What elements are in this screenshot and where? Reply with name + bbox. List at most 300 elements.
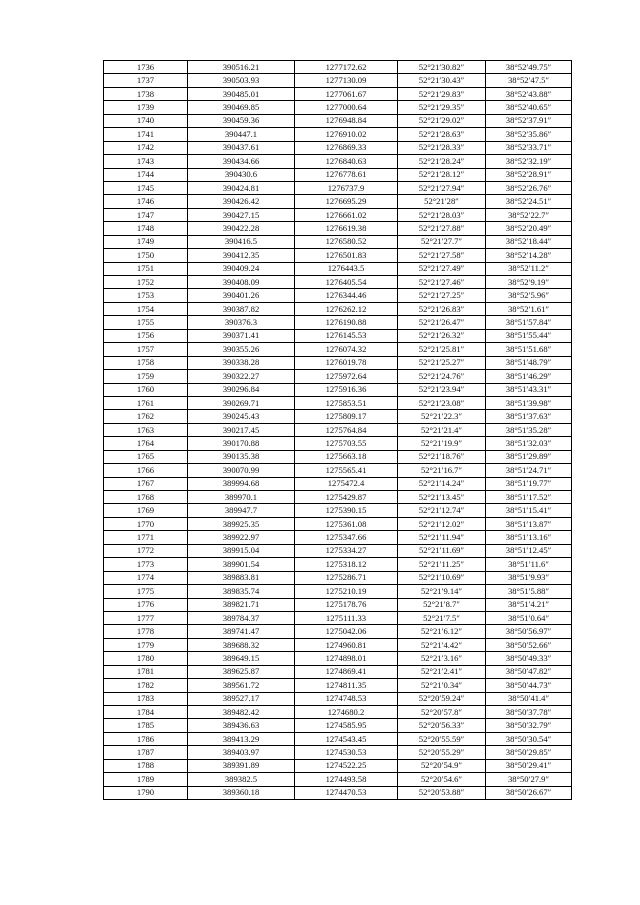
longitude-cell: 38°51′12.45″ xyxy=(486,544,572,557)
table-row xyxy=(104,423,572,436)
y-coordinate-cell: 1274869.41 xyxy=(295,665,398,678)
y-coordinate-cell: 1274493.58 xyxy=(295,773,398,786)
x-coordinate-cell: 390416.5 xyxy=(188,235,295,248)
latitude-cell: 52°21′27.46″ xyxy=(398,276,486,289)
table-row xyxy=(104,262,572,275)
table-row xyxy=(104,249,572,262)
table-row xyxy=(104,706,572,719)
latitude-cell: 52°21′26.83″ xyxy=(398,302,486,315)
x-coordinate-cell: 389561.72 xyxy=(188,679,295,692)
longitude-cell: 38°51′29.89″ xyxy=(486,450,572,463)
point-number-cell: 1753 xyxy=(104,289,188,302)
point-number-cell: 1779 xyxy=(104,638,188,651)
x-coordinate-cell: 389883.81 xyxy=(188,571,295,584)
longitude-cell: 38°51′15.41″ xyxy=(486,504,572,517)
y-coordinate-cell: 1275318.12 xyxy=(295,558,398,571)
point-number-cell: 1761 xyxy=(104,396,188,409)
latitude-cell: 52°21′27.49″ xyxy=(398,262,486,275)
point-number-cell: 1749 xyxy=(104,235,188,248)
point-number-cell: 1783 xyxy=(104,692,188,705)
latitude-cell: 52°21′12.02″ xyxy=(398,517,486,530)
point-number-cell: 1738 xyxy=(104,87,188,100)
longitude-cell: 38°51′24.71″ xyxy=(486,464,572,477)
x-coordinate-cell: 390408.09 xyxy=(188,276,295,289)
y-coordinate-cell: 1277061.67 xyxy=(295,87,398,100)
longitude-cell: 38°52′9.19″ xyxy=(486,276,572,289)
point-number-cell: 1744 xyxy=(104,168,188,181)
y-coordinate-cell: 1275390.15 xyxy=(295,504,398,517)
table-row xyxy=(104,464,572,477)
longitude-cell: 38°52′5.96″ xyxy=(486,289,572,302)
y-coordinate-cell: 1274543.45 xyxy=(295,732,398,745)
x-coordinate-cell: 389527.17 xyxy=(188,692,295,705)
y-coordinate-cell: 1274811.35 xyxy=(295,679,398,692)
coordinates-table xyxy=(103,60,572,800)
point-number-cell: 1755 xyxy=(104,316,188,329)
point-number-cell: 1769 xyxy=(104,504,188,517)
point-number-cell: 1768 xyxy=(104,491,188,504)
point-number-cell: 1752 xyxy=(104,276,188,289)
longitude-cell: 38°51′39.98″ xyxy=(486,396,572,409)
table-row xyxy=(104,611,572,624)
point-number-cell: 1775 xyxy=(104,585,188,598)
longitude-cell: 38°52′11.2″ xyxy=(486,262,572,275)
point-number-cell: 1736 xyxy=(104,61,188,74)
table-row xyxy=(104,625,572,638)
point-number-cell: 1764 xyxy=(104,437,188,450)
longitude-cell: 38°51′46.29″ xyxy=(486,370,572,383)
x-coordinate-cell: 389382.5 xyxy=(188,773,295,786)
table-row xyxy=(104,491,572,504)
table-row xyxy=(104,356,572,369)
x-coordinate-cell: 390338.28 xyxy=(188,356,295,369)
latitude-cell: 52°21′28.33″ xyxy=(398,141,486,154)
latitude-cell: 52°21′14.24″ xyxy=(398,477,486,490)
x-coordinate-cell: 390269.71 xyxy=(188,396,295,409)
table-row xyxy=(104,343,572,356)
table-row xyxy=(104,222,572,235)
latitude-cell: 52°21′23.08″ xyxy=(398,396,486,409)
table-row xyxy=(104,141,572,154)
point-number-cell: 1754 xyxy=(104,302,188,315)
y-coordinate-cell: 1275703.55 xyxy=(295,437,398,450)
latitude-cell: 52°21′27.94″ xyxy=(398,181,486,194)
point-number-cell: 1759 xyxy=(104,370,188,383)
latitude-cell: 52°21′4.42″ xyxy=(398,638,486,651)
y-coordinate-cell: 1275347.66 xyxy=(295,531,398,544)
x-coordinate-cell: 390355.26 xyxy=(188,343,295,356)
longitude-cell: 38°51′13.16″ xyxy=(486,531,572,544)
x-coordinate-cell: 389403.97 xyxy=(188,746,295,759)
y-coordinate-cell: 1276405.54 xyxy=(295,276,398,289)
table-row xyxy=(104,477,572,490)
latitude-cell: 52°21′24.76″ xyxy=(398,370,486,383)
y-coordinate-cell: 1276019.78 xyxy=(295,356,398,369)
latitude-cell: 52°21′23.94″ xyxy=(398,383,486,396)
longitude-cell: 38°52′35.86″ xyxy=(486,128,572,141)
longitude-cell: 38°52′24.51″ xyxy=(486,195,572,208)
point-number-cell: 1774 xyxy=(104,571,188,584)
point-number-cell: 1751 xyxy=(104,262,188,275)
point-number-cell: 1781 xyxy=(104,665,188,678)
latitude-cell: 52°21′9.14″ xyxy=(398,585,486,598)
x-coordinate-cell: 389901.54 xyxy=(188,558,295,571)
point-number-cell: 1786 xyxy=(104,732,188,745)
latitude-cell: 52°21′29.02″ xyxy=(398,114,486,127)
y-coordinate-cell: 1276145.53 xyxy=(295,329,398,342)
table-row xyxy=(104,679,572,692)
y-coordinate-cell: 1276619.38 xyxy=(295,222,398,235)
x-coordinate-cell: 390412.35 xyxy=(188,249,295,262)
latitude-cell: 52°21′28.24″ xyxy=(398,155,486,168)
x-coordinate-cell: 390371.41 xyxy=(188,329,295,342)
table-row xyxy=(104,692,572,705)
table-row xyxy=(104,665,572,678)
table-row xyxy=(104,181,572,194)
x-coordinate-cell: 390409.24 xyxy=(188,262,295,275)
x-coordinate-cell: 390322.27 xyxy=(188,370,295,383)
table-row xyxy=(104,383,572,396)
longitude-cell: 38°51′9.93″ xyxy=(486,571,572,584)
y-coordinate-cell: 1276695.29 xyxy=(295,195,398,208)
x-coordinate-cell: 390459.36 xyxy=(188,114,295,127)
latitude-cell: 52°21′18.76″ xyxy=(398,450,486,463)
longitude-cell: 38°52′20.49″ xyxy=(486,222,572,235)
table-row xyxy=(104,598,572,611)
x-coordinate-cell: 389688.32 xyxy=(188,638,295,651)
x-coordinate-cell: 390447.1 xyxy=(188,128,295,141)
y-coordinate-cell: 1277000.64 xyxy=(295,101,398,114)
longitude-cell: 38°51′19.77″ xyxy=(486,477,572,490)
x-coordinate-cell: 389625.87 xyxy=(188,665,295,678)
x-coordinate-cell: 390426.42 xyxy=(188,195,295,208)
point-number-cell: 1766 xyxy=(104,464,188,477)
longitude-cell: 38°51′0.64″ xyxy=(486,611,572,624)
y-coordinate-cell: 1274585.95 xyxy=(295,719,398,732)
y-coordinate-cell: 1275764.84 xyxy=(295,423,398,436)
table-row xyxy=(104,128,572,141)
table-row xyxy=(104,208,572,221)
point-number-cell: 1740 xyxy=(104,114,188,127)
x-coordinate-cell: 389436.63 xyxy=(188,719,295,732)
x-coordinate-cell: 390135.38 xyxy=(188,450,295,463)
point-number-cell: 1772 xyxy=(104,544,188,557)
x-coordinate-cell: 390469.85 xyxy=(188,101,295,114)
latitude-cell: 52°20′59.24″ xyxy=(398,692,486,705)
point-number-cell: 1750 xyxy=(104,249,188,262)
longitude-cell: 38°50′41.4″ xyxy=(486,692,572,705)
y-coordinate-cell: 1277172.62 xyxy=(295,61,398,74)
longitude-cell: 38°50′26.67″ xyxy=(486,786,572,799)
x-coordinate-cell: 389360.18 xyxy=(188,786,295,799)
point-number-cell: 1741 xyxy=(104,128,188,141)
table-row xyxy=(104,786,572,799)
x-coordinate-cell: 390430.6 xyxy=(188,168,295,181)
latitude-cell: 52°21′12.74″ xyxy=(398,504,486,517)
point-number-cell: 1782 xyxy=(104,679,188,692)
longitude-cell: 38°51′32.03″ xyxy=(486,437,572,450)
point-number-cell: 1770 xyxy=(104,517,188,530)
latitude-cell: 52°21′27.7″ xyxy=(398,235,486,248)
table-row xyxy=(104,544,572,557)
longitude-cell: 38°51′5.88″ xyxy=(486,585,572,598)
point-number-cell: 1765 xyxy=(104,450,188,463)
longitude-cell: 38°52′14.28″ xyxy=(486,249,572,262)
y-coordinate-cell: 1276910.02 xyxy=(295,128,398,141)
y-coordinate-cell: 1275916.36 xyxy=(295,383,398,396)
table-row xyxy=(104,302,572,315)
longitude-cell: 38°50′49.33″ xyxy=(486,652,572,665)
table-row xyxy=(104,396,572,409)
table-row xyxy=(104,531,572,544)
y-coordinate-cell: 1274530.53 xyxy=(295,746,398,759)
x-coordinate-cell: 390485.01 xyxy=(188,87,295,100)
longitude-cell: 38°51′55.44″ xyxy=(486,329,572,342)
x-coordinate-cell: 390387.82 xyxy=(188,302,295,315)
table-row xyxy=(104,289,572,302)
longitude-cell: 38°50′30.54″ xyxy=(486,732,572,745)
longitude-cell: 38°50′32.79″ xyxy=(486,719,572,732)
table-row xyxy=(104,114,572,127)
y-coordinate-cell: 1274898.01 xyxy=(295,652,398,665)
point-number-cell: 1771 xyxy=(104,531,188,544)
longitude-cell: 38°52′47.5″ xyxy=(486,74,572,87)
x-coordinate-cell: 389922.97 xyxy=(188,531,295,544)
x-coordinate-cell: 390516.21 xyxy=(188,61,295,74)
table-row xyxy=(104,746,572,759)
x-coordinate-cell: 390376.3 xyxy=(188,316,295,329)
x-coordinate-cell: 390401.26 xyxy=(188,289,295,302)
x-coordinate-cell: 389784.37 xyxy=(188,611,295,624)
point-number-cell: 1737 xyxy=(104,74,188,87)
latitude-cell: 52°21′19.9″ xyxy=(398,437,486,450)
table-row xyxy=(104,276,572,289)
y-coordinate-cell: 1276737.9 xyxy=(295,181,398,194)
table-row xyxy=(104,235,572,248)
y-coordinate-cell: 1274680.2 xyxy=(295,706,398,719)
latitude-cell: 52°21′11.94″ xyxy=(398,531,486,544)
y-coordinate-cell: 1274748.53 xyxy=(295,692,398,705)
x-coordinate-cell: 390245.43 xyxy=(188,410,295,423)
table-row xyxy=(104,585,572,598)
x-coordinate-cell: 390296.84 xyxy=(188,383,295,396)
latitude-cell: 52°20′54.6″ xyxy=(398,773,486,786)
y-coordinate-cell: 1276501.83 xyxy=(295,249,398,262)
x-coordinate-cell: 390427.15 xyxy=(188,208,295,221)
longitude-cell: 38°50′37.78″ xyxy=(486,706,572,719)
point-number-cell: 1745 xyxy=(104,181,188,194)
table-row xyxy=(104,316,572,329)
y-coordinate-cell: 1275853.51 xyxy=(295,396,398,409)
y-coordinate-cell: 1275111.33 xyxy=(295,611,398,624)
coordinates-table-body xyxy=(104,61,572,800)
point-number-cell: 1760 xyxy=(104,383,188,396)
latitude-cell: 52°21′0.34″ xyxy=(398,679,486,692)
point-number-cell: 1747 xyxy=(104,208,188,221)
x-coordinate-cell: 390437.61 xyxy=(188,141,295,154)
longitude-cell: 38°52′18.44″ xyxy=(486,235,572,248)
table-row xyxy=(104,719,572,732)
longitude-cell: 38°52′43.88″ xyxy=(486,87,572,100)
latitude-cell: 52°21′30.43″ xyxy=(398,74,486,87)
y-coordinate-cell: 1275663.18 xyxy=(295,450,398,463)
longitude-cell: 38°52′33.71″ xyxy=(486,141,572,154)
longitude-cell: 38°51′51.68″ xyxy=(486,343,572,356)
point-number-cell: 1789 xyxy=(104,773,188,786)
longitude-cell: 38°52′22.7″ xyxy=(486,208,572,221)
longitude-cell: 38°52′40.65″ xyxy=(486,101,572,114)
latitude-cell: 52°21′13.45″ xyxy=(398,491,486,504)
latitude-cell: 52°21′10.69″ xyxy=(398,571,486,584)
y-coordinate-cell: 1275361.08 xyxy=(295,517,398,530)
longitude-cell: 38°50′44.73″ xyxy=(486,679,572,692)
x-coordinate-cell: 390422.28 xyxy=(188,222,295,235)
point-number-cell: 1776 xyxy=(104,598,188,611)
longitude-cell: 38°50′52.66″ xyxy=(486,638,572,651)
point-number-cell: 1743 xyxy=(104,155,188,168)
table-row xyxy=(104,652,572,665)
x-coordinate-cell: 389649.15 xyxy=(188,652,295,665)
latitude-cell: 52°21′27.88″ xyxy=(398,222,486,235)
longitude-cell: 38°52′26.76″ xyxy=(486,181,572,194)
y-coordinate-cell: 1276778.61 xyxy=(295,168,398,181)
latitude-cell: 52°21′6.12″ xyxy=(398,625,486,638)
point-number-cell: 1788 xyxy=(104,759,188,772)
point-number-cell: 1773 xyxy=(104,558,188,571)
y-coordinate-cell: 1276661.02 xyxy=(295,208,398,221)
x-coordinate-cell: 390170.88 xyxy=(188,437,295,450)
x-coordinate-cell: 390217.45 xyxy=(188,423,295,436)
table-row xyxy=(104,437,572,450)
point-number-cell: 1756 xyxy=(104,329,188,342)
x-coordinate-cell: 389835.74 xyxy=(188,585,295,598)
longitude-cell: 38°50′56.97″ xyxy=(486,625,572,638)
x-coordinate-cell: 389391.89 xyxy=(188,759,295,772)
table-row xyxy=(104,168,572,181)
latitude-cell: 52°21′28″ xyxy=(398,195,486,208)
latitude-cell: 52°21′27.25″ xyxy=(398,289,486,302)
longitude-cell: 38°51′43.31″ xyxy=(486,383,572,396)
latitude-cell: 52°20′57.8″ xyxy=(398,706,486,719)
latitude-cell: 52°21′25.81″ xyxy=(398,343,486,356)
y-coordinate-cell: 1274470.53 xyxy=(295,786,398,799)
longitude-cell: 38°50′29.41″ xyxy=(486,759,572,772)
table-row xyxy=(104,370,572,383)
latitude-cell: 52°21′22.3″ xyxy=(398,410,486,423)
point-number-cell: 1767 xyxy=(104,477,188,490)
latitude-cell: 52°21′29.35″ xyxy=(398,101,486,114)
y-coordinate-cell: 1275429.87 xyxy=(295,491,398,504)
x-coordinate-cell: 389915.04 xyxy=(188,544,295,557)
latitude-cell: 52°21′8.7″ xyxy=(398,598,486,611)
table-row xyxy=(104,410,572,423)
y-coordinate-cell: 1275472.4 xyxy=(295,477,398,490)
longitude-cell: 38°52′1.61″ xyxy=(486,302,572,315)
longitude-cell: 38°52′28.91″ xyxy=(486,168,572,181)
point-number-cell: 1790 xyxy=(104,786,188,799)
longitude-cell: 38°51′17.52″ xyxy=(486,491,572,504)
point-number-cell: 1757 xyxy=(104,343,188,356)
point-number-cell: 1763 xyxy=(104,423,188,436)
point-number-cell: 1784 xyxy=(104,706,188,719)
point-number-cell: 1746 xyxy=(104,195,188,208)
y-coordinate-cell: 1275178.76 xyxy=(295,598,398,611)
y-coordinate-cell: 1275972.64 xyxy=(295,370,398,383)
latitude-cell: 52°21′26.32″ xyxy=(398,329,486,342)
latitude-cell: 52°21′2.41″ xyxy=(398,665,486,678)
latitude-cell: 52°20′53.88″ xyxy=(398,786,486,799)
y-coordinate-cell: 1276190.88 xyxy=(295,316,398,329)
y-coordinate-cell: 1275042.06 xyxy=(295,625,398,638)
y-coordinate-cell: 1274522.25 xyxy=(295,759,398,772)
point-number-cell: 1762 xyxy=(104,410,188,423)
latitude-cell: 52°21′21.4″ xyxy=(398,423,486,436)
latitude-cell: 52°21′30.82″ xyxy=(398,61,486,74)
table-row xyxy=(104,558,572,571)
point-number-cell: 1742 xyxy=(104,141,188,154)
point-number-cell: 1739 xyxy=(104,101,188,114)
x-coordinate-cell: 389947.7 xyxy=(188,504,295,517)
y-coordinate-cell: 1275565.41 xyxy=(295,464,398,477)
y-coordinate-cell: 1275210.19 xyxy=(295,585,398,598)
latitude-cell: 52°20′55.59″ xyxy=(398,732,486,745)
longitude-cell: 38°51′48.79″ xyxy=(486,356,572,369)
latitude-cell: 52°21′28.63″ xyxy=(398,128,486,141)
x-coordinate-cell: 389482.42 xyxy=(188,706,295,719)
latitude-cell: 52°21′28.12″ xyxy=(398,168,486,181)
longitude-cell: 38°52′49.75″ xyxy=(486,61,572,74)
x-coordinate-cell: 389925.35 xyxy=(188,517,295,530)
y-coordinate-cell: 1275286.71 xyxy=(295,571,398,584)
table-row xyxy=(104,504,572,517)
y-coordinate-cell: 1277130.09 xyxy=(295,74,398,87)
latitude-cell: 52°21′28.03″ xyxy=(398,208,486,221)
latitude-cell: 52°21′16.7″ xyxy=(398,464,486,477)
table-row xyxy=(104,155,572,168)
latitude-cell: 52°20′55.29″ xyxy=(398,746,486,759)
point-number-cell: 1787 xyxy=(104,746,188,759)
latitude-cell: 52°20′54.9″ xyxy=(398,759,486,772)
y-coordinate-cell: 1276443.5 xyxy=(295,262,398,275)
y-coordinate-cell: 1276948.84 xyxy=(295,114,398,127)
longitude-cell: 38°51′4.21″ xyxy=(486,598,572,611)
longitude-cell: 38°51′35.28″ xyxy=(486,423,572,436)
longitude-cell: 38°51′13.87″ xyxy=(486,517,572,530)
table-row xyxy=(104,759,572,772)
table-row xyxy=(104,87,572,100)
table-row xyxy=(104,61,572,74)
y-coordinate-cell: 1276074.32 xyxy=(295,343,398,356)
table-row xyxy=(104,450,572,463)
y-coordinate-cell: 1276580.52 xyxy=(295,235,398,248)
point-number-cell: 1758 xyxy=(104,356,188,369)
table-row xyxy=(104,732,572,745)
y-coordinate-cell: 1275809.17 xyxy=(295,410,398,423)
y-coordinate-cell: 1276869.33 xyxy=(295,141,398,154)
x-coordinate-cell: 389994.68 xyxy=(188,477,295,490)
latitude-cell: 52°21′25.27″ xyxy=(398,356,486,369)
latitude-cell: 52°21′3.16″ xyxy=(398,652,486,665)
longitude-cell: 38°51′11.6″ xyxy=(486,558,572,571)
longitude-cell: 38°52′32.19″ xyxy=(486,155,572,168)
y-coordinate-cell: 1276344.46 xyxy=(295,289,398,302)
table-row xyxy=(104,74,572,87)
point-number-cell: 1748 xyxy=(104,222,188,235)
table-row xyxy=(104,638,572,651)
table-row xyxy=(104,101,572,114)
y-coordinate-cell: 1274960.81 xyxy=(295,638,398,651)
longitude-cell: 38°51′57.84″ xyxy=(486,316,572,329)
